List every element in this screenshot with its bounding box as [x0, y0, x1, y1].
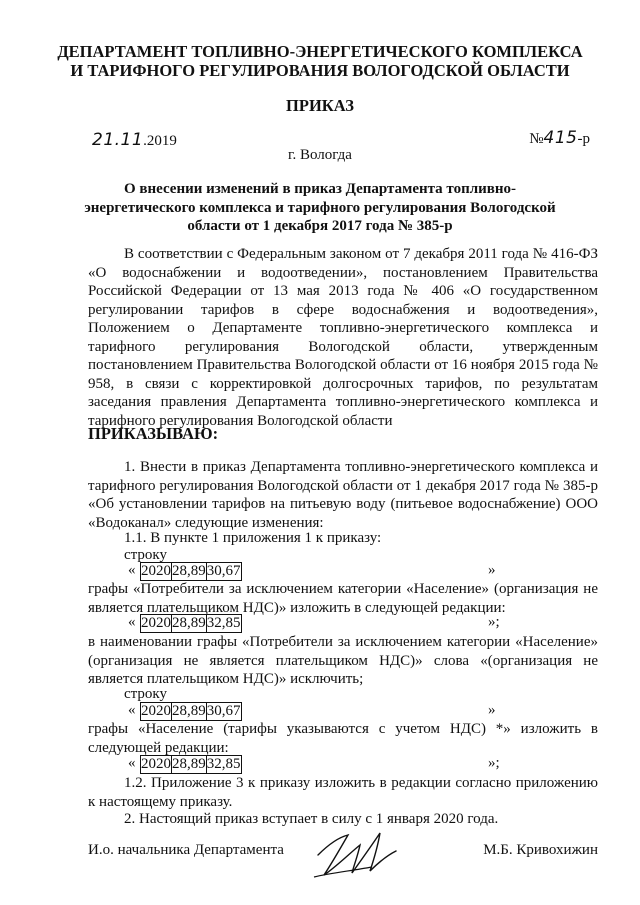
- text-after-row-1-text: графы «Потребители за исключением категории «Население» (организация не является плательщиком НДС)» изложить в следующей редакции:: [88, 581, 598, 616]
- doc-type-title: ПРИКАЗ: [286, 96, 354, 115]
- item-2-text: 2. Настоящий приказ вступает в силу с 1 января 2020 года.: [124, 811, 499, 827]
- text-after-row-3: [88, 720, 598, 757]
- subject-line-1: О внесении изменений в приказ Департамента топливно-: [123, 181, 517, 197]
- signature-underline: [314, 867, 372, 877]
- item-1-text: 1. Внести в приказ Департамента топливно-энергетического комплекса и тарифного регулирования Вологодской области от 1 декабря 2017 года № 385-р «Об установлении тарифов на питьевую воду (питьевое водоснабжение) ООО «Водоканал» следующие изменения:: [88, 459, 598, 531]
- row-open-quote: «: [128, 755, 136, 771]
- tariff-table: [140, 562, 242, 581]
- row-open-quote: «: [128, 562, 136, 578]
- cell-value-1: 28,89: [172, 615, 206, 631]
- cell-value-2: 30,67: [206, 703, 241, 719]
- cell-value-1: 28,89: [172, 703, 206, 719]
- number-suffix: -р: [577, 131, 590, 147]
- number-sign: №: [529, 131, 544, 147]
- cell-year: 2020: [141, 703, 171, 719]
- tariff-table: [140, 614, 242, 633]
- decree-word: ПРИКАЗЫВАЮ:: [88, 424, 219, 443]
- subject-line-2: энергетического комплекса и тарифного регулирования Вологодской: [84, 199, 556, 216]
- row-close-quote: »;: [488, 614, 500, 630]
- order-number: [529, 128, 590, 148]
- row-word-1: строку: [124, 547, 167, 563]
- department-line-2: И ТАРИФНОГО РЕГУЛИРОВАНИЯ ВОЛОГОДСКОЙ ОБЛАСТИ: [70, 61, 570, 80]
- text-after-row-1: [88, 580, 598, 617]
- cell-value-2: 32,85: [206, 615, 241, 631]
- row-word-2: строку: [124, 686, 167, 702]
- item-1: [88, 458, 598, 532]
- signatory-position: И.о. начальника Департамента: [88, 842, 284, 858]
- cell-year: 2020: [141, 756, 171, 772]
- cell-value-2: 30,67: [206, 563, 241, 579]
- text-after-row-2: [88, 633, 598, 689]
- subject-line-3: области от 1 декабря 2017 года № 385-р: [187, 218, 453, 234]
- handwritten-signature-icon: [310, 815, 400, 885]
- department-line-1: ДЕПАРТАМЕНТ ТОПЛИВНО-ЭНЕРГЕТИЧЕСКОГО КОМПЛЕКСА: [57, 42, 583, 61]
- tariff-table: [140, 755, 242, 774]
- item-1-1: 1.1. В пункте 1 приложения 1 к приказу:: [124, 530, 382, 546]
- city: г. Вологда: [288, 147, 352, 163]
- row-open-quote: «: [128, 614, 136, 630]
- order-subject: [0, 180, 640, 236]
- item-1-2-text: 1.2. Приложение 3 к приказу изложить в редакции согласно приложению к настоящему приказу.: [88, 775, 598, 810]
- department-name: [0, 42, 640, 80]
- row-close-quote: »;: [488, 755, 500, 771]
- preamble: [88, 245, 598, 430]
- item-1-2: [88, 774, 598, 811]
- text-after-row-2-text: в наименовании графы «Потребители за исключением категории «Население» (организация не является плательщиком НДС)» слова «(организация не является плательщиком НДС)» исключить;: [88, 634, 598, 687]
- text-after-row-3-text: графы «Население (тарифы указываются с учетом НДС) *» изложить в следующей редакции:: [88, 721, 598, 756]
- cell-year: 2020: [141, 563, 171, 579]
- row-close-quote: »: [488, 702, 496, 718]
- cell-value-1: 28,89: [172, 756, 206, 772]
- handwritten-date: 21.11: [92, 130, 144, 150]
- cell-value-1: 28,89: [172, 563, 206, 579]
- date-year: .2019: [143, 133, 177, 149]
- tariff-table: [140, 702, 242, 721]
- row-close-quote: »: [488, 562, 496, 578]
- handwritten-number: 415: [543, 128, 578, 148]
- signatory-name: М.Б. Кривохижин: [483, 842, 598, 858]
- preamble-text: В соответствии с Федеральным законом от 7 декабря 2011 года № 416-ФЗ «О водоснабжении и водоотведении», постановлением Правительства Российской Федерации от 13 мая 2013 года № 406 «О государственном регулировании тарифов в сфере водоснабжения и водоотведения», Положением о Департаменте топливно-энергетического комплекса и тарифного регулирования Вологодской области, утвержденным постановлением Правительства Вологодской области от 16 ноября 2015 года № 958, в связи с корректировкой долгосрочных тарифов, по результатам заседания правления Департамента топливно-энергетического комплекса и тарифного регулирования Вологодской области: [88, 246, 598, 429]
- row-open-quote: «: [128, 702, 136, 718]
- cell-year: 2020: [141, 615, 171, 631]
- cell-value-2: 32,85: [206, 756, 241, 772]
- signature-stroke: [318, 833, 396, 875]
